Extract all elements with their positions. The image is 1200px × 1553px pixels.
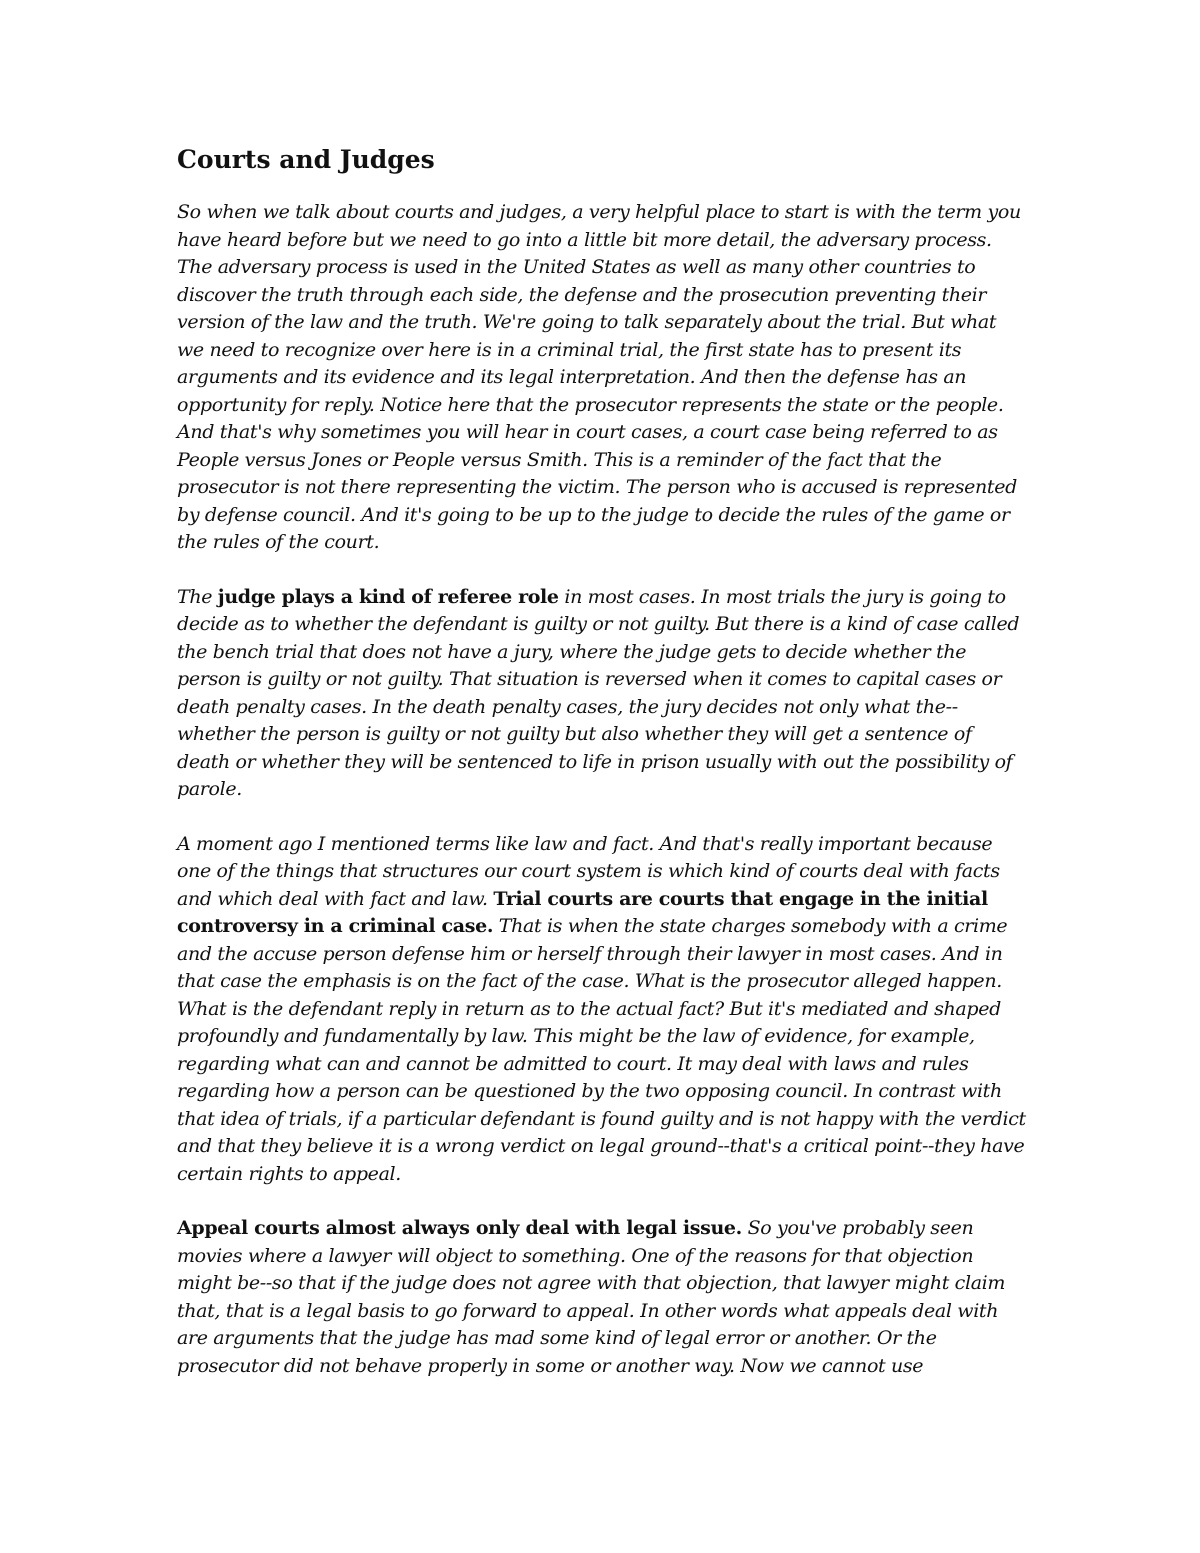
document-title: Courts and Judges [177,145,435,174]
paragraph-judge-role [177,584,1027,804]
text-run: That is when the state charges somebody with a crime and the accuse person defense him or herself through their lawyer in most cases. And in that case the emphasis is on the fact of the case. What is the prosecutor alleged happen. What is the defendant reply in return as to the actual fact? But it's mediated and shaped profoundly and fundamentally by law. This might be the law of evidence, for example, regarding what can and cannot be admitted to court. It may deal with laws and rules regarding how a person can be questioned by the two opposing council. In contrast with that idea of trials, if a particular defendant is found guilty and is not happy with the verdict and that they believe it is a wrong verdict on legal ground--that's a critical point--they have certain rights to appeal. [177,915,1026,1185]
document-body [177,143,1027,1407]
text-run: in most cases. In most trials the jury is going to decide as to whether the defendant is guilty or not guilty. But there is a kind of case called the bench trial that does not have a jury, where the judge gets to decide whether the person is guilty or not guilty. That situation is reversed when it comes to capital cases or death penalty cases. In the death penalty cases, the jury decides not only what the--whether the person is guilty or not guilty but also whether they will get a sentence of death or whether they will be sentenced to life in prison usually with out the possibility of parole. [177,585,1020,800]
paragraph-appeal-courts [177,1215,1027,1380]
bold-phrase: Appeal courts almost always only deal with legal issue. [177,1217,742,1239]
text-run: So you've probably seen movies where a lawyer will object to something. One of the reasons for that objection might be--so that if the judge does not agree with that objection, that lawyer might claim that, that is a legal basis to go forward to appeal. In other words what appeals deal with are arguments that the judge has mad some kind of legal error or another. Or the prosecutor did not behave properly in some or another way. Now we cannot use [177,1217,1006,1377]
paragraph-adversary-process [177,199,1027,557]
paragraph-trial-courts [177,831,1027,1189]
text-run: A moment ago I mentioned terms like law and fact. And that's really important because one of the things that structures our court system is which kind of courts deal with facts and which deal with fact and law. [177,832,1000,910]
bold-phrase: Trial courts are courts that engage in the initial controversy in a criminal case. [177,887,988,937]
bold-phrase: judge plays a kind of referee role [217,585,559,608]
text-run: So when we talk about courts and judges, a very helpful place to start is with the term you have heard before but we need to go into a little bit more detail, the adversary process. The adversary process is used in the United States as well as many other countries to discover the truth through each side, the defense and the prosecution preventing their version of the law and the truth. We're going to talk separately about the trial. But what we need to recognize over here is in a criminal trial, the first state has to present its arguments and its evidence and its legal interpretation. And then the defense has an opportunity for reply. Notice here that the prosecutor represents the state or the people. And that's why sometimes you will hear in court cases, a court case being referred to as People versus Jones or People versus Smith. This is a reminder of the fact that the prosecutor is not there representing the victim. The person who is accused is represented by defense council. And it's going to be up to the judge to decide the rules of the game or the rules of the court. [177,201,1021,553]
text-run: The [177,585,218,608]
